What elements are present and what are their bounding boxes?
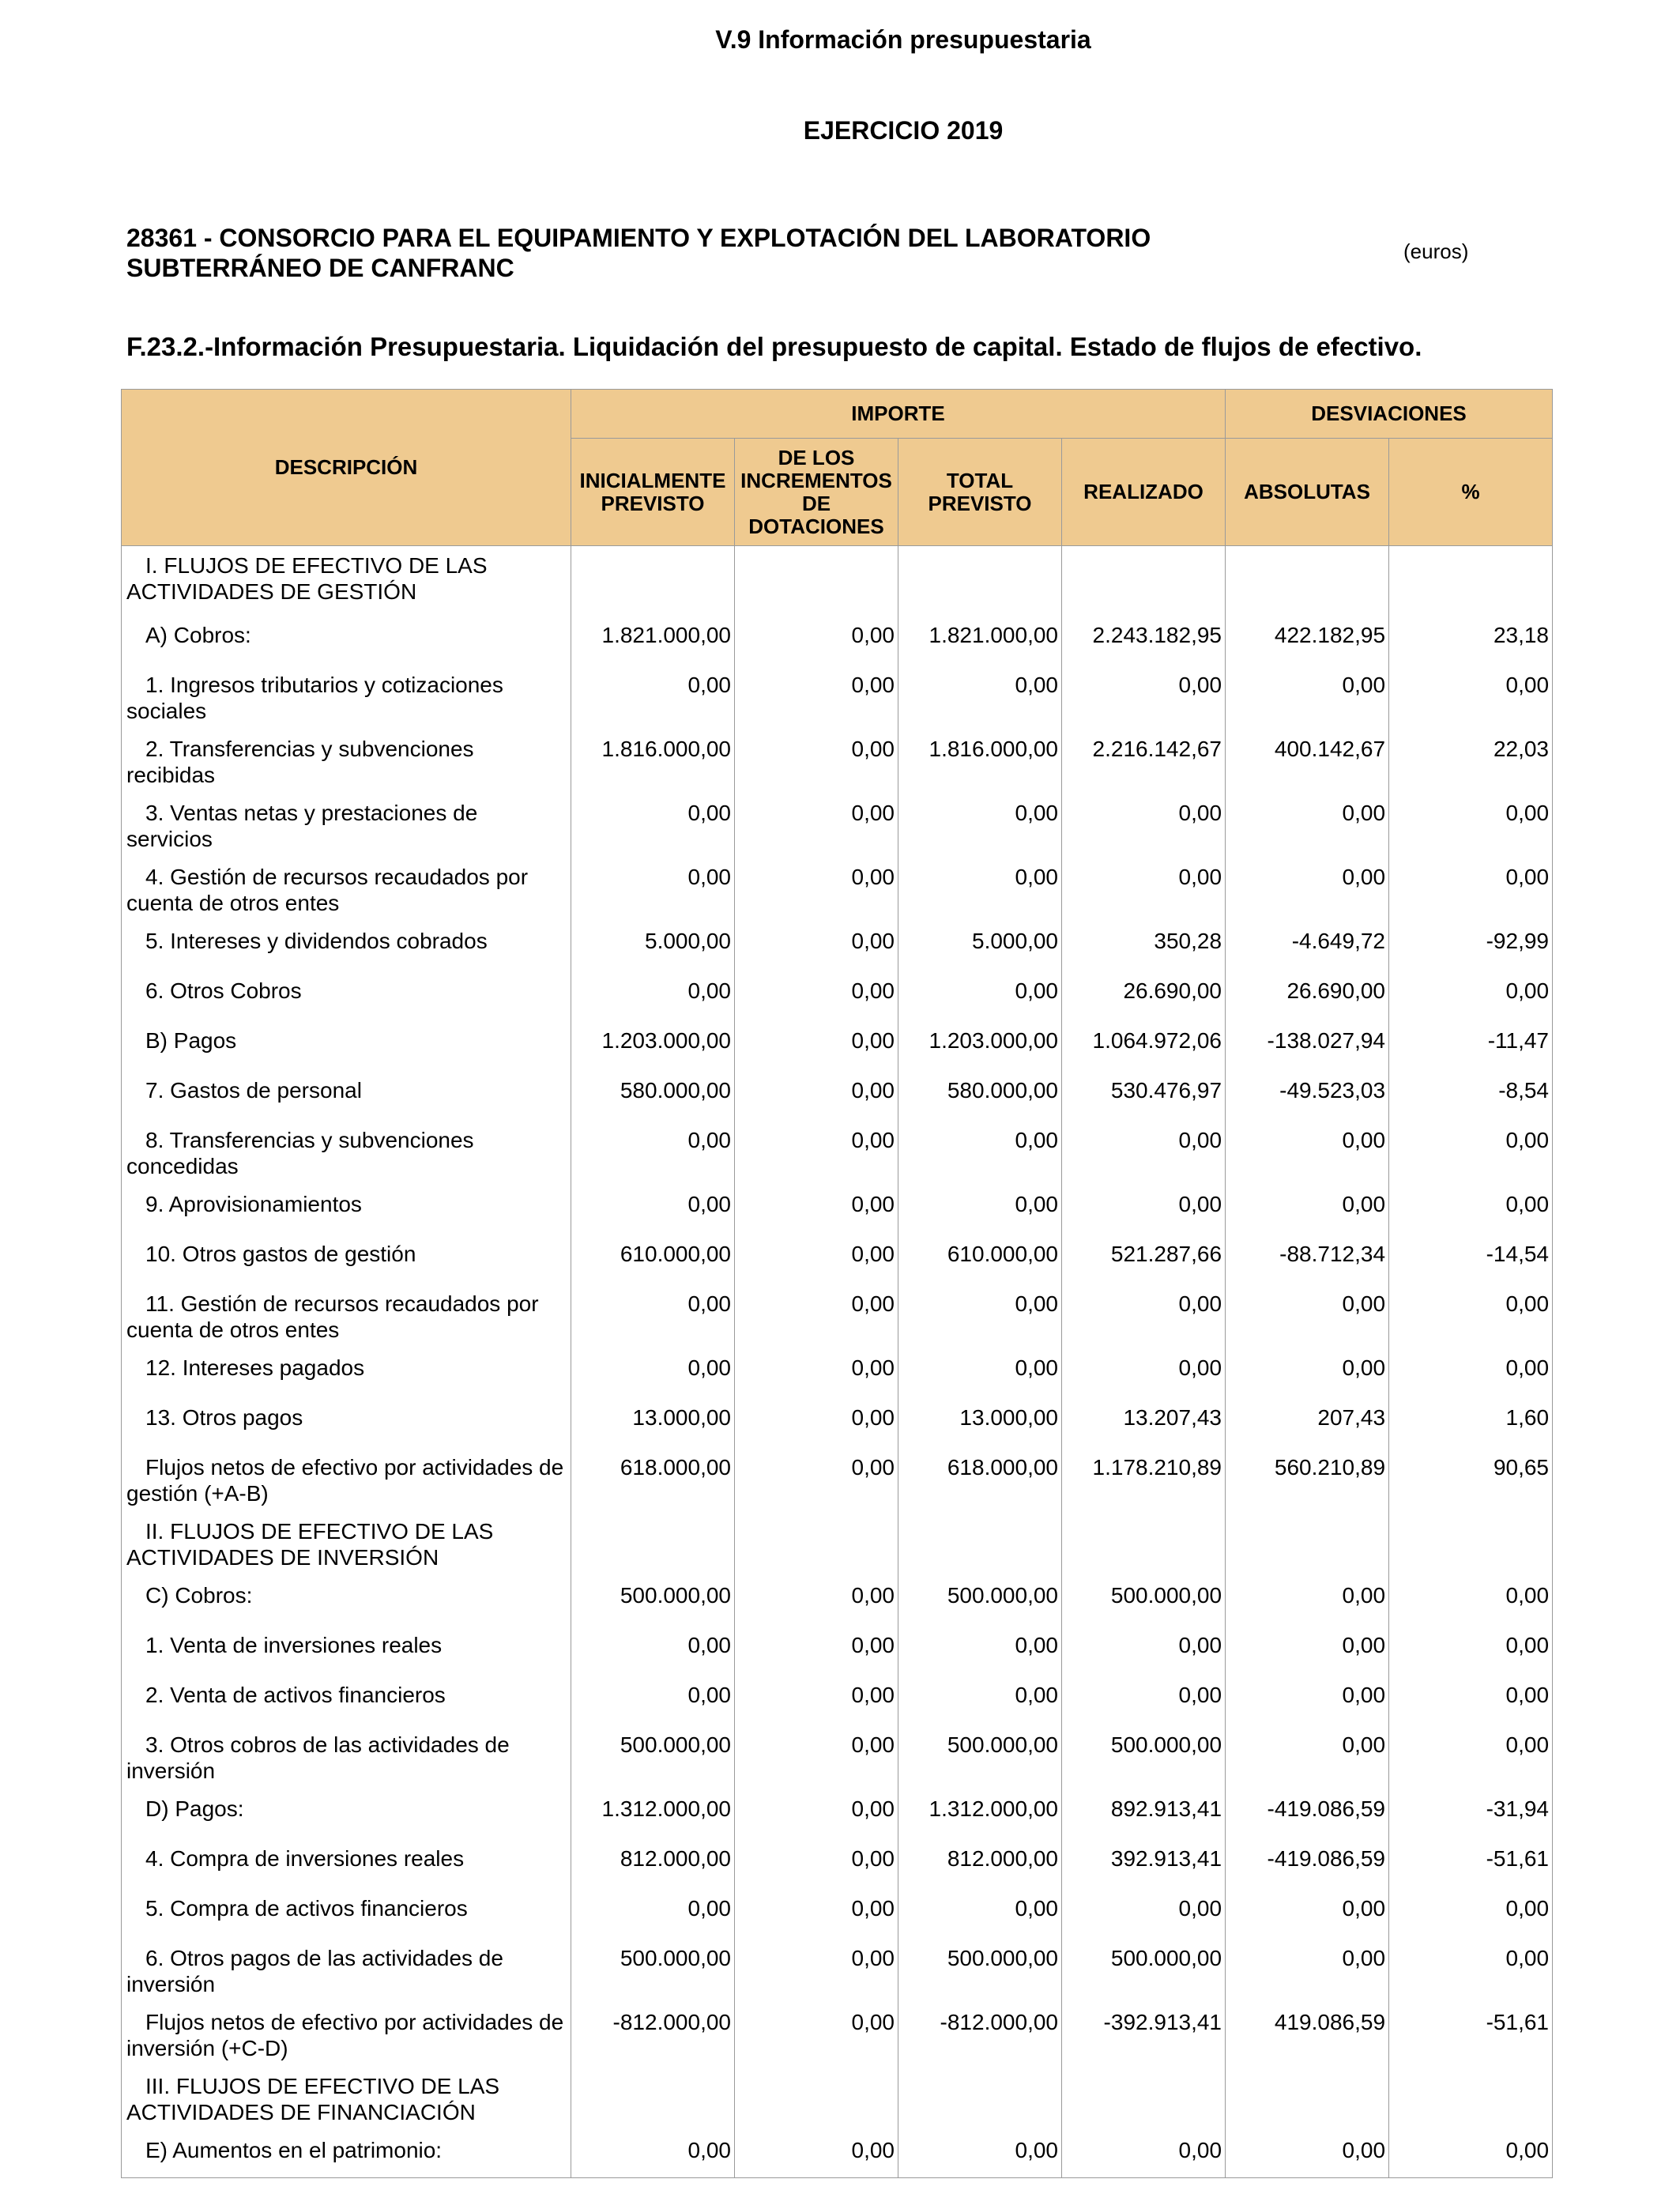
cell-desviacion-porcentaje: 0,00 [1389, 1676, 1553, 1725]
table-row [122, 922, 1553, 971]
exercise-year: EJERCICIO 2019 [803, 116, 1004, 145]
cell-desviacion-porcentaje: -92,99 [1389, 922, 1553, 971]
row-description-cell [122, 1235, 571, 1284]
cell-total-previsto: 0,00 [898, 971, 1062, 1021]
cell-incrementos-dotaciones: 0,00 [735, 2003, 898, 2067]
table-row [122, 1725, 1553, 1789]
cell-inicialmente-previsto: 0,00 [571, 1889, 735, 1939]
row-description: D) Pagos: [145, 1796, 244, 1821]
cell-desviacion-porcentaje: 0,00 [1389, 1576, 1553, 1626]
cell-realizado: 0,00 [1062, 1626, 1226, 1676]
header-desviaciones: DESVIACIONES [1226, 390, 1553, 439]
row-description-cell [122, 858, 571, 922]
cell-desviacion-porcentaje: 0,00 [1389, 1939, 1553, 2003]
cell-desviacion-absoluta: 0,00 [1226, 1185, 1389, 1235]
cell-inicialmente-previsto: 1.821.000,00 [571, 616, 735, 665]
cell-total-previsto: 0,00 [898, 1889, 1062, 1939]
table-row [122, 794, 1553, 858]
row-description: 4. Compra de inversiones reales [145, 1845, 465, 1871]
cell-desviacion-porcentaje: -51,61 [1389, 1839, 1553, 1889]
row-description: 6. Otros pagos de las actividades de inversión [126, 1945, 503, 1996]
row-description: B) Pagos [145, 1027, 237, 1053]
cell-realizado: 500.000,00 [1062, 1576, 1226, 1626]
cell-inicialmente-previsto: 0,00 [571, 1284, 735, 1348]
cell-inicialmente-previsto: 500.000,00 [571, 1576, 735, 1626]
table-row [122, 616, 1553, 665]
cell-desviacion-absoluta: 0,00 [1226, 665, 1389, 729]
table-row [122, 1839, 1553, 1889]
cell-inicialmente-previsto: 580.000,00 [571, 1071, 735, 1121]
header-realizado: REALIZADO [1062, 439, 1226, 546]
row-description-cell [122, 1939, 571, 2003]
cell-inicialmente-previsto: 0,00 [571, 1676, 735, 1725]
table-row [122, 1512, 1553, 1576]
cell-total-previsto: 1.312.000,00 [898, 1789, 1062, 1839]
cell-incrementos-dotaciones: 0,00 [735, 729, 898, 794]
cell-inicialmente-previsto: 0,00 [571, 1348, 735, 1398]
cell-desviacion-porcentaje: 0,00 [1389, 1889, 1553, 1939]
cell-incrementos-dotaciones: 0,00 [735, 1284, 898, 1348]
cell-incrementos-dotaciones: 0,00 [735, 1725, 898, 1789]
row-description-cell [122, 922, 571, 971]
cell-realizado: 2.216.142,67 [1062, 729, 1226, 794]
cell-desviacion-absoluta: -419.086,59 [1226, 1789, 1389, 1839]
row-description-cell [122, 1839, 571, 1889]
cell-desviacion-absoluta: 560.210,89 [1226, 1448, 1389, 1512]
cell-total-previsto: 812.000,00 [898, 1839, 1062, 1889]
cell-total-previsto: 0,00 [898, 1185, 1062, 1235]
cell-total-previsto: 500.000,00 [898, 1725, 1062, 1789]
cell-realizado: 0,00 [1062, 1185, 1226, 1235]
table-row [122, 1185, 1553, 1235]
cell-realizado: 26.690,00 [1062, 971, 1226, 1021]
cell-inicialmente-previsto: 0,00 [571, 971, 735, 1021]
row-description-cell [122, 665, 571, 729]
row-description: I. FLUJOS DE EFECTIVO DE LAS ACTIVIDADES DE GESTIÓN [126, 553, 488, 604]
table-row [122, 1284, 1553, 1348]
row-description: 1. Venta de inversiones reales [145, 1632, 443, 1657]
cell-realizado [1062, 546, 1226, 616]
cell-realizado: 0,00 [1062, 1889, 1226, 1939]
row-description-cell [122, 1789, 571, 1839]
row-description: 11. Gestión de recursos recaudados por cuenta de otros entes [126, 1291, 539, 1342]
cell-desviacion-absoluta: -419.086,59 [1226, 1839, 1389, 1889]
cell-incrementos-dotaciones: 0,00 [735, 1939, 898, 2003]
cell-realizado: 500.000,00 [1062, 1725, 1226, 1789]
cell-inicialmente-previsto: 610.000,00 [571, 1235, 735, 1284]
cell-desviacion-absoluta: 26.690,00 [1226, 971, 1389, 1021]
cell-realizado [1062, 1512, 1226, 1576]
table-row [122, 1121, 1553, 1185]
row-description-cell [122, 794, 571, 858]
cell-desviacion-porcentaje: -11,47 [1389, 1021, 1553, 1071]
cell-total-previsto: 0,00 [898, 1121, 1062, 1185]
cell-total-previsto: 5.000,00 [898, 922, 1062, 971]
cell-incrementos-dotaciones: 0,00 [735, 858, 898, 922]
cell-desviacion-absoluta: 0,00 [1226, 2131, 1389, 2178]
cell-desviacion-absoluta: 207,43 [1226, 1398, 1389, 1448]
cell-inicialmente-previsto: 812.000,00 [571, 1839, 735, 1889]
header-descripcion: DESCRIPCIÓN [122, 390, 571, 546]
cell-desviacion-porcentaje: 90,65 [1389, 1448, 1553, 1512]
cell-realizado: 2.243.182,95 [1062, 616, 1226, 665]
cell-incrementos-dotaciones: 0,00 [735, 1676, 898, 1725]
row-description-cell [122, 1185, 571, 1235]
cell-desviacion-porcentaje: 0,00 [1389, 971, 1553, 1021]
cell-total-previsto: 0,00 [898, 1284, 1062, 1348]
cell-inicialmente-previsto: 0,00 [571, 1121, 735, 1185]
cell-total-previsto: 13.000,00 [898, 1398, 1062, 1448]
row-description: 2. Transferencias y subvenciones recibidas [126, 736, 474, 787]
cell-desviacion-absoluta: 0,00 [1226, 1121, 1389, 1185]
cell-incrementos-dotaciones [735, 546, 898, 616]
cell-incrementos-dotaciones: 0,00 [735, 971, 898, 1021]
row-description-cell [122, 1398, 571, 1448]
table-row [122, 665, 1553, 729]
row-description: 5. Compra de activos financieros [145, 1895, 468, 1921]
cell-desviacion-absoluta: 400.142,67 [1226, 729, 1389, 794]
cell-incrementos-dotaciones: 0,00 [735, 1839, 898, 1889]
row-description-cell [122, 971, 571, 1021]
row-description-cell [122, 616, 571, 665]
row-description-cell [122, 2067, 571, 2131]
table-row [122, 2067, 1553, 2131]
cell-incrementos-dotaciones: 0,00 [735, 1626, 898, 1676]
cell-realizado: 530.476,97 [1062, 1071, 1226, 1121]
row-description-cell [122, 729, 571, 794]
cell-desviacion-absoluta: -138.027,94 [1226, 1021, 1389, 1071]
table-row [122, 1676, 1553, 1725]
table-row [122, 1626, 1553, 1676]
cell-inicialmente-previsto: 1.203.000,00 [571, 1021, 735, 1071]
table-row [122, 858, 1553, 922]
cell-total-previsto: 0,00 [898, 858, 1062, 922]
row-description: Flujos netos de efectivo por actividades de inversión (+C-D) [126, 2009, 564, 2060]
section-title: V.9 Información presupuestaria [715, 25, 1091, 54]
row-description: 7. Gastos de personal [145, 1077, 362, 1103]
table-row [122, 546, 1553, 616]
cell-realizado: 0,00 [1062, 1348, 1226, 1398]
cell-total-previsto: 1.821.000,00 [898, 616, 1062, 665]
cell-inicialmente-previsto: 5.000,00 [571, 922, 735, 971]
cell-desviacion-porcentaje: 0,00 [1389, 1725, 1553, 1789]
cell-realizado: 0,00 [1062, 858, 1226, 922]
cell-desviacion-absoluta: 422.182,95 [1226, 616, 1389, 665]
cell-inicialmente-previsto [571, 2067, 735, 2131]
cell-desviacion-porcentaje: 22,03 [1389, 729, 1553, 794]
row-description-cell [122, 1725, 571, 1789]
header-importe: IMPORTE [571, 390, 1226, 439]
cell-inicialmente-previsto: 1.816.000,00 [571, 729, 735, 794]
row-description-cell [122, 1448, 571, 1512]
table-row [122, 2003, 1553, 2067]
cell-realizado: 892.913,41 [1062, 1789, 1226, 1839]
cell-incrementos-dotaciones: 0,00 [735, 794, 898, 858]
row-description: 10. Otros gastos de gestión [145, 1241, 416, 1266]
cell-realizado: 1.064.972,06 [1062, 1021, 1226, 1071]
table-row [122, 1071, 1553, 1121]
cell-incrementos-dotaciones: 0,00 [735, 1235, 898, 1284]
row-description: 3. Ventas netas y prestaciones de servicios [126, 800, 478, 851]
cell-desviacion-porcentaje: 0,00 [1389, 1348, 1553, 1398]
table-row [122, 1398, 1553, 1448]
row-description: 6. Otros Cobros [145, 978, 302, 1003]
row-description-cell [122, 1021, 571, 1071]
cell-desviacion-absoluta [1226, 2067, 1389, 2131]
cell-desviacion-absoluta: 0,00 [1226, 1576, 1389, 1626]
cell-desviacion-porcentaje: 1,60 [1389, 1398, 1553, 1448]
cell-inicialmente-previsto: 0,00 [571, 2131, 735, 2178]
cell-realizado: 0,00 [1062, 1676, 1226, 1725]
cell-realizado: 0,00 [1062, 1121, 1226, 1185]
cell-desviacion-porcentaje: 0,00 [1389, 1626, 1553, 1676]
cell-total-previsto: 0,00 [898, 2131, 1062, 2178]
header-inicialmente-previsto: INICIALMENTE PREVISTO [571, 439, 735, 546]
header-incrementos-dotaciones: DE LOS INCREMENTOS DE DOTACIONES [735, 439, 898, 546]
cell-inicialmente-previsto: 0,00 [571, 1626, 735, 1676]
row-description-cell [122, 1348, 571, 1398]
table-row [122, 729, 1553, 794]
cell-desviacion-absoluta [1226, 1512, 1389, 1576]
cell-desviacion-absoluta: -88.712,34 [1226, 1235, 1389, 1284]
cell-incrementos-dotaciones [735, 2067, 898, 2131]
cell-total-previsto [898, 1512, 1062, 1576]
cell-total-previsto [898, 546, 1062, 616]
row-description: 5. Intereses y dividendos cobrados [145, 928, 488, 953]
cell-total-previsto: 0,00 [898, 794, 1062, 858]
cell-incrementos-dotaciones: 0,00 [735, 1789, 898, 1839]
row-description: C) Cobros: [145, 1582, 253, 1608]
cell-desviacion-absoluta: 0,00 [1226, 1889, 1389, 1939]
header-porcentaje: % [1389, 439, 1553, 546]
cell-desviacion-porcentaje: 23,18 [1389, 616, 1553, 665]
cell-realizado: -392.913,41 [1062, 2003, 1226, 2067]
cell-inicialmente-previsto [571, 1512, 735, 1576]
cell-desviacion-porcentaje: -8,54 [1389, 1071, 1553, 1121]
row-description-cell [122, 2003, 571, 2067]
cell-incrementos-dotaciones: 0,00 [735, 1889, 898, 1939]
cell-desviacion-absoluta: 0,00 [1226, 1348, 1389, 1398]
cell-incrementos-dotaciones: 0,00 [735, 1121, 898, 1185]
cell-realizado: 0,00 [1062, 2131, 1226, 2178]
cell-desviacion-absoluta: 0,00 [1226, 1284, 1389, 1348]
cell-incrementos-dotaciones: 0,00 [735, 1348, 898, 1398]
cell-inicialmente-previsto [571, 546, 735, 616]
cell-desviacion-porcentaje [1389, 546, 1553, 616]
entity-name-line-2: SUBTERRÁNEO DE CANFRANC [126, 254, 514, 282]
cell-desviacion-porcentaje: 0,00 [1389, 1185, 1553, 1235]
table-row [122, 1889, 1553, 1939]
cell-realizado: 0,00 [1062, 1284, 1226, 1348]
table-row [122, 1789, 1553, 1839]
table-row [122, 2131, 1553, 2178]
cell-desviacion-porcentaje [1389, 1512, 1553, 1576]
cell-incrementos-dotaciones: 0,00 [735, 1071, 898, 1121]
cell-incrementos-dotaciones: 0,00 [735, 1021, 898, 1071]
cell-desviacion-porcentaje: -51,61 [1389, 2003, 1553, 2067]
report-title: F.23.2.-Información Presupuestaria. Liquidación del presupuesto de capital. Estado de flujos de efectivo. [126, 332, 1422, 361]
row-description-cell [122, 1576, 571, 1626]
cell-inicialmente-previsto: 618.000,00 [571, 1448, 735, 1512]
cell-desviacion-porcentaje: 0,00 [1389, 1121, 1553, 1185]
cell-realizado: 500.000,00 [1062, 1939, 1226, 2003]
cell-total-previsto: 0,00 [898, 1348, 1062, 1398]
cell-realizado: 0,00 [1062, 665, 1226, 729]
table-row [122, 1235, 1553, 1284]
row-description-cell [122, 1071, 571, 1121]
cell-total-previsto: 0,00 [898, 1626, 1062, 1676]
cell-inicialmente-previsto: 0,00 [571, 665, 735, 729]
cell-inicialmente-previsto: 500.000,00 [571, 1939, 735, 2003]
row-description-cell [122, 1512, 571, 1576]
cell-desviacion-absoluta: 0,00 [1226, 1939, 1389, 2003]
cell-total-previsto: 1.816.000,00 [898, 729, 1062, 794]
cell-realizado: 392.913,41 [1062, 1839, 1226, 1889]
table-row [122, 1021, 1553, 1071]
cell-desviacion-porcentaje: -31,94 [1389, 1789, 1553, 1839]
row-description-cell [122, 546, 571, 616]
row-description: E) Aumentos en el patrimonio: [145, 2137, 443, 2162]
cell-inicialmente-previsto: 500.000,00 [571, 1725, 735, 1789]
cell-desviacion-absoluta: 0,00 [1226, 1676, 1389, 1725]
cell-desviacion-porcentaje [1389, 2067, 1553, 2131]
cell-total-previsto [898, 2067, 1062, 2131]
entity-name-line-1: 28361 - CONSORCIO PARA EL EQUIPAMIENTO Y EXPLOTACIÓN DEL LABORATORIO [126, 224, 1151, 252]
table-row [122, 971, 1553, 1021]
cell-total-previsto: 610.000,00 [898, 1235, 1062, 1284]
cell-desviacion-porcentaje: 0,00 [1389, 858, 1553, 922]
row-description: 4. Gestión de recursos recaudados por cuenta de otros entes [126, 864, 529, 915]
row-description: Flujos netos de efectivo por actividades de gestión (+A-B) [126, 1454, 564, 1506]
cell-inicialmente-previsto: 13.000,00 [571, 1398, 735, 1448]
cell-desviacion-absoluta: 419.086,59 [1226, 2003, 1389, 2067]
row-description: A) Cobros: [145, 622, 251, 647]
row-description: 3. Otros cobros de las actividades de inversión [126, 1732, 510, 1783]
currency-units: (euros) [1403, 239, 1469, 263]
row-description: 1. Ingresos tributarios y cotizaciones sociales [126, 672, 503, 723]
cell-total-previsto: -812.000,00 [898, 2003, 1062, 2067]
cell-incrementos-dotaciones: 0,00 [735, 922, 898, 971]
cell-realizado: 1.178.210,89 [1062, 1448, 1226, 1512]
row-description: 8. Transferencias y subvenciones concedidas [126, 1127, 474, 1178]
row-description-cell [122, 2131, 571, 2178]
cell-realizado: 350,28 [1062, 922, 1226, 971]
cell-realizado: 521.287,66 [1062, 1235, 1226, 1284]
cell-total-previsto: 580.000,00 [898, 1071, 1062, 1121]
cell-incrementos-dotaciones [735, 1512, 898, 1576]
table-row [122, 1348, 1553, 1398]
cell-realizado [1062, 2067, 1226, 2131]
cell-desviacion-porcentaje: 0,00 [1389, 665, 1553, 729]
cell-total-previsto: 618.000,00 [898, 1448, 1062, 1512]
cell-desviacion-porcentaje: 0,00 [1389, 2131, 1553, 2178]
cell-desviacion-absoluta: -49.523,03 [1226, 1071, 1389, 1121]
cell-desviacion-porcentaje: 0,00 [1389, 794, 1553, 858]
table-row [122, 1448, 1553, 1512]
cell-total-previsto: 0,00 [898, 1676, 1062, 1725]
cell-inicialmente-previsto: 1.312.000,00 [571, 1789, 735, 1839]
cell-incrementos-dotaciones: 0,00 [735, 1448, 898, 1512]
cell-desviacion-absoluta [1226, 546, 1389, 616]
table-row [122, 1576, 1553, 1626]
cell-total-previsto: 0,00 [898, 665, 1062, 729]
cell-incrementos-dotaciones: 0,00 [735, 665, 898, 729]
cell-incrementos-dotaciones: 0,00 [735, 2131, 898, 2178]
row-description: 2. Venta de activos financieros [145, 1682, 446, 1707]
cell-inicialmente-previsto: -812.000,00 [571, 2003, 735, 2067]
cell-inicialmente-previsto: 0,00 [571, 858, 735, 922]
cell-desviacion-absoluta: 0,00 [1226, 1626, 1389, 1676]
row-description-cell [122, 1626, 571, 1676]
cell-inicialmente-previsto: 0,00 [571, 794, 735, 858]
cell-total-previsto: 500.000,00 [898, 1939, 1062, 2003]
cell-desviacion-porcentaje: -14,54 [1389, 1235, 1553, 1284]
row-description: III. FLUJOS DE EFECTIVO DE LAS ACTIVIDADES DE FINANCIACIÓN [126, 2073, 500, 2124]
cell-realizado: 13.207,43 [1062, 1398, 1226, 1448]
row-description-cell [122, 1284, 571, 1348]
row-description: 9. Aprovisionamientos [145, 1191, 362, 1216]
cell-total-previsto: 500.000,00 [898, 1576, 1062, 1626]
row-description: II. FLUJOS DE EFECTIVO DE LAS ACTIVIDADES DE INVERSIÓN [126, 1518, 494, 1570]
cell-total-previsto: 1.203.000,00 [898, 1021, 1062, 1071]
cell-desviacion-absoluta: 0,00 [1226, 794, 1389, 858]
row-description: 13. Otros pagos [145, 1404, 303, 1430]
cell-incrementos-dotaciones: 0,00 [735, 616, 898, 665]
row-description: 12. Intereses pagados [145, 1355, 365, 1380]
cell-realizado: 0,00 [1062, 794, 1226, 858]
cell-desviacion-absoluta: 0,00 [1226, 1725, 1389, 1789]
cash-flow-table [121, 389, 1553, 2178]
entity-name [126, 223, 1249, 283]
row-description-cell [122, 1889, 571, 1939]
row-description-cell [122, 1676, 571, 1725]
row-description-cell [122, 1121, 571, 1185]
cell-desviacion-absoluta: -4.649,72 [1226, 922, 1389, 971]
table-row [122, 1939, 1553, 2003]
cell-incrementos-dotaciones: 0,00 [735, 1576, 898, 1626]
cell-desviacion-porcentaje: 0,00 [1389, 1284, 1553, 1348]
cell-inicialmente-previsto: 0,00 [571, 1185, 735, 1235]
header-total-previsto: TOTAL PREVISTO [898, 439, 1062, 546]
cell-desviacion-absoluta: 0,00 [1226, 858, 1389, 922]
header-absolutas: ABSOLUTAS [1226, 439, 1389, 546]
table-body [122, 546, 1553, 2178]
cell-incrementos-dotaciones: 0,00 [735, 1185, 898, 1235]
cell-incrementos-dotaciones: 0,00 [735, 1398, 898, 1448]
